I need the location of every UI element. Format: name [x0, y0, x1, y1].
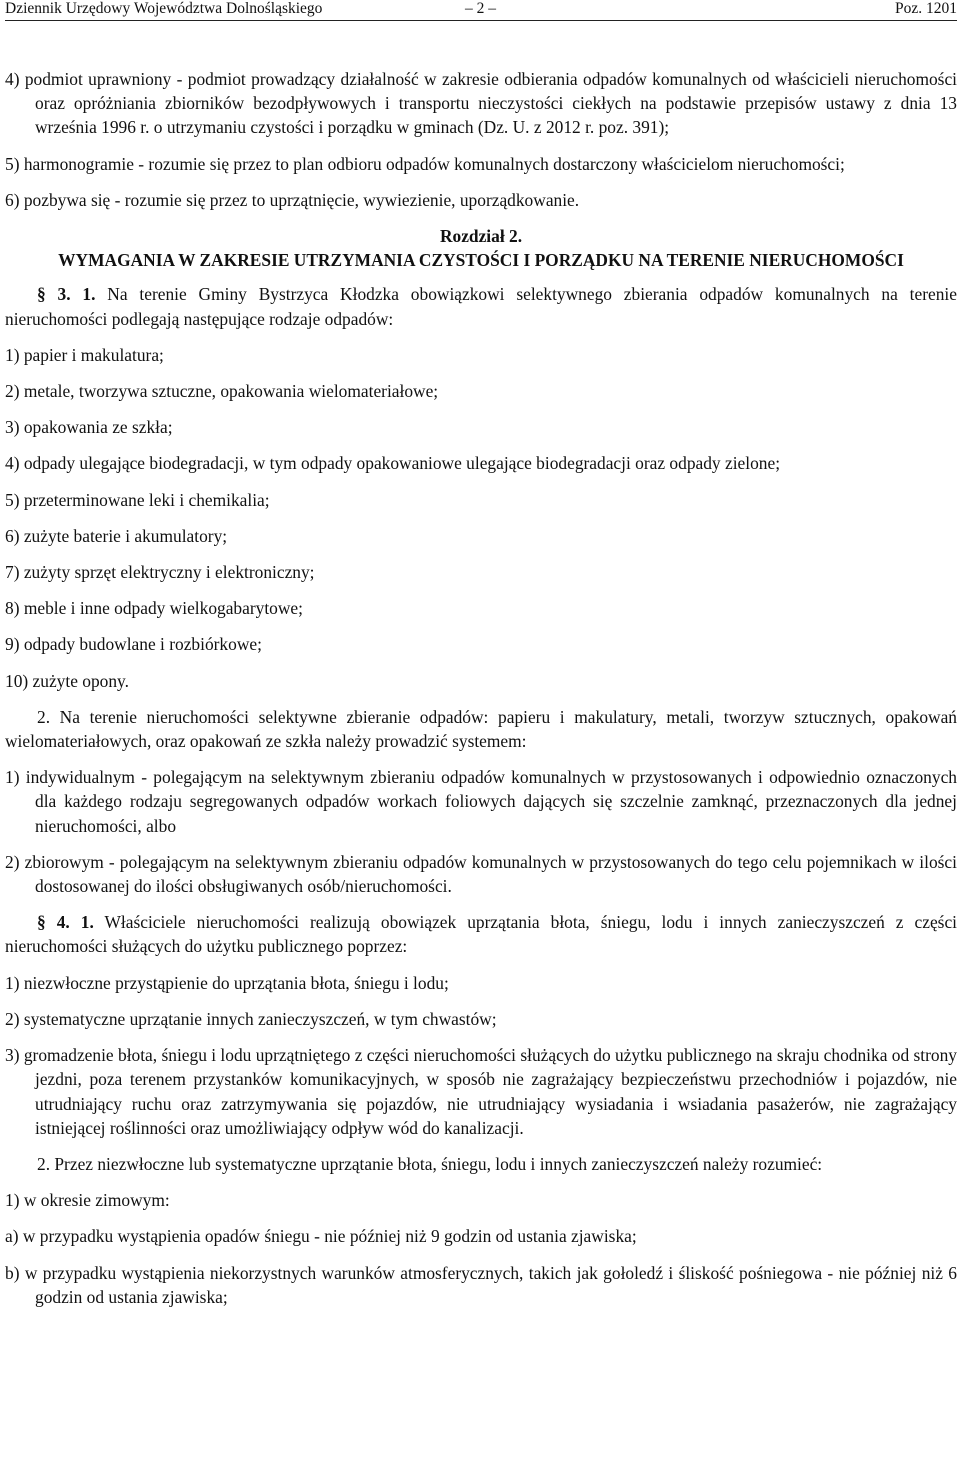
section-4-number: § 4. 1. — [37, 912, 94, 933]
section-4-paragraph-1 — [5, 910, 957, 958]
waste-type-item: 5) przeterminowane leki i chemikalia; — [5, 489, 270, 510]
waste-type-item: 3) opakowania ze szkła; — [5, 417, 173, 438]
chapter-title: WYMAGANIA W ZAKRESIE UTRZYMANIA CZYSTOŚCI I PORZĄDKU NA TERENIE NIERUCHOMOŚCI — [58, 250, 904, 271]
collection-system-item: 2) zbiorowym - polegającym na selektywnym zbieraniu odpadów komunalnych w przystosowanych do tego celu pojemnikach w ilości dostosowanej do ilości obsługiwanych osób/nieruchomości. — [5, 851, 957, 897]
cleaning-duty-item: 2) systematyczne uprzątanie innych zanieczyszczeń, w tym chwastów; — [5, 1008, 497, 1029]
position-number: Poz. 1201 — [895, 0, 957, 17]
section-4-text: Właściciele nieruchomości realizują obowiązek uprzątania błota, śniegu, lodu i innych zanieczyszczeń z części nieruchomości służących do użytku publicznego poprzez: — [5, 912, 957, 957]
waste-type-item: 2) metale, tworzywa sztuczne, opakowania wielomateriałowe; — [5, 381, 439, 402]
chapter-number: Rozdział 2. — [439, 226, 523, 247]
page-header — [5, 0, 957, 21]
winter-period-item: 1) w okresie zimowym: — [5, 1190, 170, 1211]
waste-type-item: 9) odpady budowlane i rozbiórkowe; — [5, 634, 262, 655]
definition-item: 4) podmiot uprawniony - podmiot prowadzący działalność w zakresie odbierania odpadów komunalnych od właścicieli nieruchomości oraz opróżniania zbiorników bezodpływowych i transportu nieczystości ciekłych na podstawie przepisów ustawy z dnia 13 września 1996 r. o utrzymaniu czystości i porządku w gminach (Dz. U. z 2012 r. poz. 391); — [5, 69, 957, 138]
section-4-paragraph-2: 2. Przez niezwłoczne lub systematyczne uprzątanie błota, śniegu, lodu i innych zanieczyszczeń należy rozumieć: — [37, 1153, 823, 1174]
waste-type-item: 1) papier i makulatura; — [5, 344, 164, 365]
collection-system-item: 1) indywidualnym - polegającym na selektywnym zbieraniu odpadów komunalnych w przystosowanych i odpowiednio oznaczonych dla każdego rodzaju segregowanych odpadów workach foliowych dających się szczelnie zamknąć, przeznaczonych dla jednej nieruchomości, albo — [5, 767, 957, 836]
winter-subitem: a) w przypadku wystąpienia opadów śniegu - nie później niż 9 godzin od ustania zjawiska; — [5, 1226, 637, 1247]
waste-type-item: 7) zużyty sprzęt elektryczny i elektroniczny; — [5, 562, 315, 583]
waste-type-item: 6) zużyte baterie i akumulatory; — [5, 525, 228, 546]
section-3-number: § 3. 1. — [37, 284, 96, 305]
section-3-paragraph-2: 2. Na terenie nieruchomości selektywne zbieranie odpadów: papieru i makulatury, metali, tworzyw sztucznych, opakowań wielomateriałowych, oraz opakowań ze szkła należy prowadzić systemem: — [5, 706, 957, 752]
cleaning-duty-item: 3) gromadzenie błota, śniegu i lodu uprzątniętego z części nieruchomości służących do użytku publicznego na skraju chodnika od strony jezdni, poza terenem przystanków komunikacyjnych, w sposób nie zagrażający bezpieczeństwu przechodniów i pojazdów, nie utrudniający ruchu oraz zatrzymywania się pojazdów, nie utrudniający wysiadania i wsiadania pasażerów, nie zagrażający istniejącej roślinności oraz umożliwiający odpływ wód do kanalizacji. — [5, 1045, 957, 1138]
winter-subitem: b) w przypadku wystąpienia niekorzystnych warunków atmosferycznych, takich jak gołoledź i śliskość pośniegowa - nie później niż 6 godzin od ustania zjawiska; — [5, 1262, 957, 1307]
page-number: – 2 – — [465, 0, 496, 17]
waste-type-item: 10) zużyte opony. — [5, 670, 129, 691]
journal-title: Dziennik Urzędowy Województwa Dolnośląskiego — [5, 0, 323, 17]
section-3-text: Na terenie Gminy Bystrzyca Kłodzka obowiązkowi selektywnego zbierania odpadów komunalnych na terenie nieruchomości podlegają następujące rodzaje odpadów: — [5, 284, 957, 329]
waste-type-item: 8) meble i inne odpady wielkogabarytowe; — [5, 598, 303, 619]
document-body — [5, 67, 957, 1309]
waste-type-item: 4) odpady ulegające biodegradacji, w tym odpady opakowaniowe ulegające biodegradacji oraz odpady zielone; — [5, 453, 781, 474]
cleaning-duty-item: 1) niezwłoczne przystąpienie do uprzątania błota, śniegu i lodu; — [5, 972, 449, 993]
definition-item: 5) harmonogramie - rozumie się przez to plan odbioru odpadów komunalnych dostarczony właścicielom nieruchomości; — [5, 153, 845, 174]
section-3-paragraph-1 — [5, 282, 957, 330]
definition-item: 6) pozbywa się - rozumie się przez to uprzątnięcie, wywiezienie, uporządkowanie. — [5, 189, 580, 210]
